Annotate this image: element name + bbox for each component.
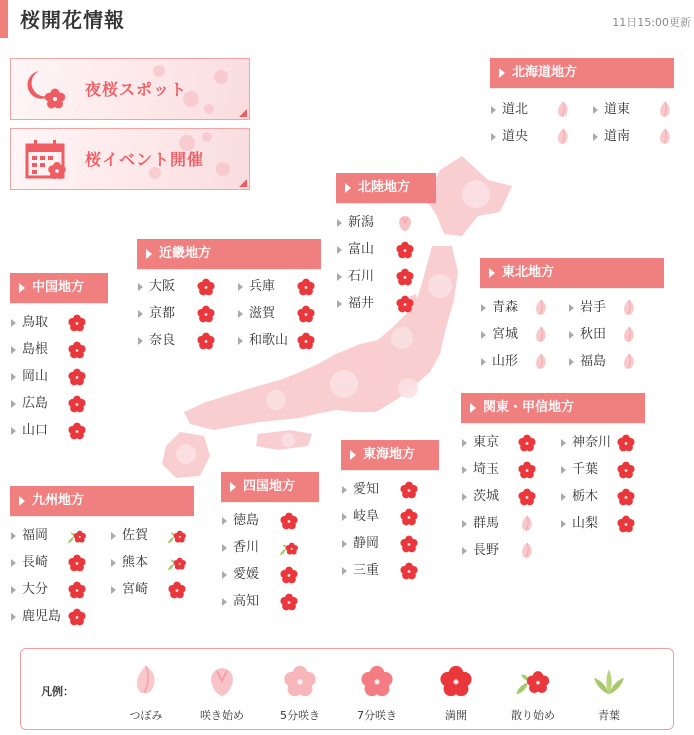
full-bloom-icon: [195, 330, 217, 352]
start-blooming-icon: [394, 212, 416, 234]
prefecture-name: 山口: [22, 423, 49, 438]
prefecture-三重[interactable]: [341, 559, 422, 583]
bud-icon: [530, 297, 552, 319]
prefecture-name: 秋田: [580, 327, 607, 342]
prefecture-name: 京都: [149, 306, 176, 321]
legend-label: 青葉: [598, 709, 620, 722]
prefecture-name: 愛媛: [233, 567, 260, 582]
full-bloom-icon: [615, 459, 637, 481]
petals-falling-icon: [166, 552, 188, 574]
prefecture-山梨[interactable]: [560, 512, 639, 536]
full-bloom-icon: [615, 486, 637, 508]
petals-falling-icon: [278, 537, 300, 559]
prefecture-name: 栃木: [572, 489, 599, 504]
legend-label: 5分咲き: [280, 709, 320, 722]
prefecture-秋田[interactable]: [568, 323, 642, 347]
prefecture-福岡[interactable]: [10, 524, 90, 548]
prefecture-長野[interactable]: [461, 539, 540, 563]
legend-label: 満開: [445, 709, 467, 722]
prefecture-name: 埼玉: [473, 462, 500, 477]
full-bloom-icon: [516, 432, 538, 454]
prefecture-name: 大阪: [149, 279, 176, 294]
prefecture-青森[interactable]: [480, 296, 554, 320]
prefecture-name: 山梨: [572, 516, 599, 531]
prefecture-name: 岩手: [580, 300, 607, 315]
legend-item-seventy: [339, 661, 415, 723]
seventy-percent-bloom-icon: [357, 661, 397, 701]
night-sakura-icon: [21, 65, 71, 115]
prefecture-name: 熊本: [122, 555, 149, 570]
prefecture-埼玉[interactable]: [461, 458, 540, 482]
prefecture-石川[interactable]: [336, 265, 418, 289]
prefecture-熊本[interactable]: [110, 551, 190, 575]
prefecture-name: 滋賀: [249, 306, 276, 321]
full-bloom-icon: [516, 486, 538, 508]
full-bloom-icon: [398, 533, 420, 555]
calendar-icon: [21, 135, 71, 185]
bud-icon: [530, 351, 552, 373]
prefecture-岩手[interactable]: [568, 296, 642, 320]
legend-item-start: [184, 661, 260, 723]
region-tag-tohoku[interactable]: 東北地方: [480, 258, 664, 288]
bud-icon: [530, 324, 552, 346]
prefecture-name: 和歌山: [249, 333, 289, 348]
full-bloom-icon: [394, 293, 416, 315]
petals-falling-icon: [66, 525, 88, 547]
region-tag-shikoku[interactable]: 四国地方: [221, 472, 319, 502]
full-bloom-icon: [195, 303, 217, 325]
prefecture-name: 富山: [348, 242, 375, 257]
region-tag-hokkaido[interactable]: 北海道地方: [490, 58, 674, 88]
bud-icon: [654, 126, 676, 148]
prefecture-name: 鳥取: [22, 315, 49, 330]
prefecture-奈良[interactable]: [137, 329, 219, 353]
full-bloom-icon: [66, 420, 88, 442]
prefecture-神奈川[interactable]: [560, 431, 639, 455]
prefecture-栃木[interactable]: [560, 485, 639, 509]
prefecture-name: 鹿児島: [22, 609, 62, 624]
legend-label: つぼみ: [129, 709, 163, 722]
prefecture-新潟[interactable]: [336, 211, 418, 235]
region-tag-kyushu[interactable]: 九州地方: [10, 486, 194, 516]
prefecture-name: 徳島: [233, 513, 260, 528]
legend-item-bud: [108, 661, 184, 723]
full-bloom-icon: [66, 366, 88, 388]
prefecture-広島[interactable]: [10, 392, 90, 416]
bud-icon: [126, 661, 166, 701]
region-tag-hokuriku[interactable]: 北陸地方: [336, 173, 436, 203]
legend-label: 咲き始め: [200, 709, 244, 722]
full-bloom-icon: [278, 591, 300, 613]
prefecture-岡山[interactable]: [10, 365, 90, 389]
night-sakura-spots-label: 夜桜スポット: [85, 80, 188, 99]
prefecture-name: 群馬: [473, 516, 500, 531]
prefecture-name: 新潟: [348, 215, 375, 230]
legend-title: 凡例：: [41, 685, 74, 698]
petals-falling-icon: [513, 661, 553, 701]
legend-item-green: [571, 661, 647, 723]
prefecture-愛知[interactable]: [341, 478, 422, 502]
prefecture-name: 宮崎: [122, 582, 149, 597]
prefecture-name: 茨城: [473, 489, 500, 504]
full-bloom-icon: [398, 560, 420, 582]
prefecture-東京[interactable]: [461, 431, 540, 455]
prefecture-香川[interactable]: [221, 536, 302, 560]
bud-icon: [618, 351, 640, 373]
prefecture-name: 道北: [502, 102, 529, 117]
prefecture-徳島[interactable]: [221, 509, 302, 533]
prefecture-群馬[interactable]: [461, 512, 540, 536]
updated-timestamp: 11日15:00更新: [612, 16, 691, 29]
prefecture-茨城[interactable]: [461, 485, 540, 509]
prefecture-name: 愛知: [353, 482, 380, 497]
prefecture-name: 広島: [22, 396, 49, 411]
prefecture-name: 福井: [348, 296, 375, 311]
prefecture-宮崎[interactable]: [110, 578, 190, 602]
full-bloom-icon: [166, 579, 188, 601]
full-bloom-icon: [66, 552, 88, 574]
page-title: 桜開花情報: [20, 8, 125, 32]
full-bloom-icon: [516, 459, 538, 481]
full-bloom-icon: [394, 239, 416, 261]
sakura-events-label: 桜イベント開催: [85, 150, 205, 169]
prefecture-島根[interactable]: [10, 338, 90, 362]
region-tag-kanto[interactable]: 関東・甲信地方: [461, 393, 645, 423]
prefecture-鹿児島[interactable]: [10, 605, 90, 629]
legend-label: 散り始め: [511, 709, 555, 722]
prefecture-山形[interactable]: [480, 350, 554, 374]
bud-icon: [552, 126, 574, 148]
prefecture-愛媛[interactable]: [221, 563, 302, 587]
bud-icon: [516, 513, 538, 535]
prefecture-name: 高知: [233, 594, 260, 609]
region-tag-chugoku[interactable]: 中国地方: [10, 273, 108, 303]
full-bloom-icon: [66, 606, 88, 628]
legend-label: 7分咲き: [357, 709, 397, 722]
bud-icon: [516, 540, 538, 562]
bud-icon: [552, 99, 574, 121]
bud-icon: [654, 99, 676, 121]
full-bloom-icon: [615, 513, 637, 535]
prefecture-name: 道東: [604, 102, 631, 117]
full-bloom-icon: [398, 479, 420, 501]
prefecture-山口[interactable]: [10, 419, 90, 443]
full-bloom-icon: [394, 266, 416, 288]
prefecture-name: 長野: [473, 543, 500, 558]
full-bloom-icon: [278, 510, 300, 532]
prefecture-name: 島根: [22, 342, 49, 357]
prefecture-福井[interactable]: [336, 292, 418, 316]
bud-icon: [618, 324, 640, 346]
corner-arrow-icon: [239, 109, 247, 117]
full-bloom-icon: [66, 579, 88, 601]
prefecture-京都[interactable]: [137, 302, 219, 326]
prefecture-name: 福島: [580, 354, 607, 369]
legend-item-half: [262, 661, 338, 723]
night-sakura-spots-banner[interactable]: [10, 58, 250, 120]
start-blooming-icon: [202, 661, 242, 701]
prefecture-name: 香川: [233, 540, 260, 555]
full-bloom-icon: [66, 312, 88, 334]
prefecture-name: 神奈川: [572, 435, 612, 450]
prefecture-兵庫[interactable]: [237, 275, 319, 299]
prefecture-name: 岡山: [22, 369, 49, 384]
legend-panel: [20, 648, 674, 730]
green-leaves-icon: [589, 661, 629, 701]
prefecture-福島[interactable]: [568, 350, 642, 374]
prefecture-name: 奈良: [149, 333, 176, 348]
prefecture-name: 三重: [353, 563, 380, 578]
prefecture-name: 福岡: [22, 528, 49, 543]
full-bloom-icon: [398, 506, 420, 528]
legend-item-full: [418, 661, 494, 723]
prefecture-name: 青森: [492, 300, 519, 315]
prefecture-富山[interactable]: [336, 238, 418, 262]
prefecture-name: 宮城: [492, 327, 519, 342]
full-bloom-icon: [66, 339, 88, 361]
prefecture-宮城[interactable]: [480, 323, 554, 347]
prefecture-name: 岐阜: [353, 509, 380, 524]
prefecture-name: 石川: [348, 269, 375, 284]
prefecture-大分[interactable]: [10, 578, 90, 602]
prefecture-name: 千葉: [572, 462, 599, 477]
full-bloom-icon: [615, 432, 637, 454]
prefecture-name: 東京: [473, 435, 500, 450]
region-tag-kinki[interactable]: 近畿地方: [137, 239, 321, 269]
full-bloom-icon: [295, 330, 317, 352]
region-tag-tokai[interactable]: 東海地方: [341, 440, 439, 470]
prefecture-岐阜[interactable]: [341, 505, 422, 529]
half-bloom-icon: [280, 661, 320, 701]
prefecture-静岡[interactable]: [341, 532, 422, 556]
prefecture-長崎[interactable]: [10, 551, 90, 575]
legend-item-falling: [495, 661, 571, 723]
petals-falling-icon: [166, 525, 188, 547]
prefecture-name: 道南: [604, 129, 631, 144]
prefecture-千葉[interactable]: [560, 458, 639, 482]
prefecture-道南[interactable]: [592, 125, 678, 149]
prefecture-name: 佐賀: [122, 528, 149, 543]
prefecture-鳥取[interactable]: [10, 311, 90, 335]
prefecture-大阪[interactable]: [137, 275, 219, 299]
prefecture-name: 静岡: [353, 536, 380, 551]
prefecture-name: 山形: [492, 354, 519, 369]
prefecture-滋賀[interactable]: [237, 302, 319, 326]
prefecture-道東[interactable]: [592, 98, 678, 122]
full-bloom-icon: [295, 303, 317, 325]
page-header: [0, 0, 694, 38]
full-bloom-icon: [436, 661, 476, 701]
full-bloom-icon: [195, 276, 217, 298]
prefecture-佐賀[interactable]: [110, 524, 190, 548]
full-bloom-icon: [278, 564, 300, 586]
full-bloom-icon: [66, 393, 88, 415]
prefecture-name: 道央: [502, 129, 529, 144]
prefecture-和歌山[interactable]: [237, 329, 319, 353]
bud-icon: [618, 297, 640, 319]
prefecture-道北[interactable]: [490, 98, 576, 122]
prefecture-高知[interactable]: [221, 590, 302, 614]
full-bloom-icon: [295, 276, 317, 298]
prefecture-name: 大分: [22, 582, 49, 597]
prefecture-name: 兵庫: [249, 279, 276, 294]
prefecture-道央[interactable]: [490, 125, 576, 149]
prefecture-name: 長崎: [22, 555, 49, 570]
